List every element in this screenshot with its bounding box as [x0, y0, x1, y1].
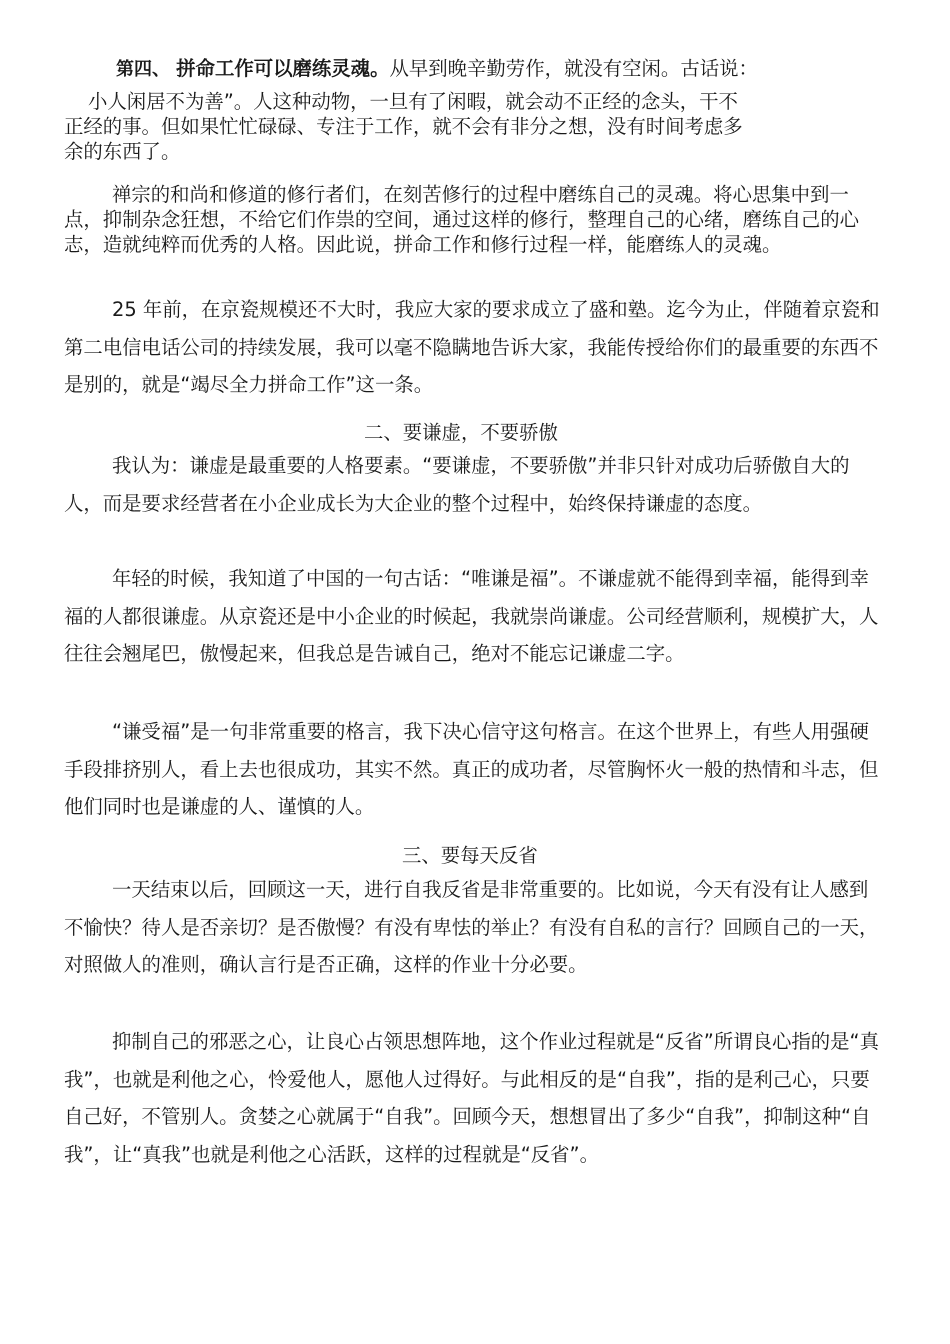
- section-label: 第四、: [116, 59, 170, 80]
- paragraph-1-line-1-text: 从早到晚辛勤劳作，就没有空闲。古话说：: [389, 57, 758, 80]
- paragraph-3: 25 年前，在京瓷规模还不大时，我应大家的要求成立了盛和塾。迄今为止，伴随着京瓷和第二电信电话公司的持续发展，我可以毫不隐瞒地告诉大家，我能传授给你们的最重要的东西不是别的，就是“竭尽全力拼命工作”这一条。: [64, 298, 880, 396]
- paragraph-1-line-1: [64, 56, 886, 82]
- paragraph-4: 我认为：谦虚是最重要的人格要素。“要谦虚，不要骄傲”并非只针对成功后骄傲自大的人，而是要求经营者在小企业成长为大企业的整个过程中，始终保持谦虚的态度。: [64, 454, 850, 515]
- section-heading-3: 三、要每天反省: [402, 844, 538, 867]
- paragraph-1-line-3: 正经的事。但如果忙忙碌碌、专注于工作，就不会有非分之想，没有时间考虑多: [64, 115, 743, 138]
- paragraph-1: [64, 56, 886, 164]
- paragraph-2: 禅宗的和尚和修道的修行者们，在刻苦修行的过程中磨练自己的灵魂。将心思集中到一点，抑制杂念狂想，不给它们作祟的空间，通过这样的修行，整理自己的心绪，磨练自己的心志，造就纯粹而优秀的人格。因此说，拼命工作和修行过程一样，能磨练人的灵魂。: [64, 183, 860, 256]
- section-heading-2: 二、要谦虚，不要骄傲: [364, 421, 558, 444]
- paragraph-8: 抑制自己的邪恶之心，让良心占领思想阵地，这个作业过程就是“反省”所谓良心指的是“真我”，也就是利他之心，怜爱他人，愿他人过得好。与此相反的是“自我”，指的是利己心，只要自己好，不管别人。贪婪之心就属于“自我”。回顾今天，想想冒出了多少“自我”，抑制这种“自我”，让“真我”也就是利他之心活跃，这样的过程就是“反省”。: [64, 1030, 879, 1166]
- paragraph-7: 一天结束以后，回顾这一天，进行自我反省是非常重要的。比如说，今天有没有让人感到不愉快？待人是否亲切？是否傲慢？有没有卑怯的举止？有没有自私的言行？回顾自己的一天，对照做人的准则，确认言行是否正确，这样的作业十分必要。: [64, 878, 879, 976]
- paragraph-1-line-4: 余的东西了。: [64, 140, 181, 163]
- paragraph-1-line-2: 小人闲居不为善”。人这种动物，一旦有了闲暇，就会动不正经的念头，干不: [88, 90, 738, 113]
- section-title: 拼命工作可以磨练灵魂。: [176, 57, 390, 80]
- paragraph-6: “谦受福”是一句非常重要的格言，我下决心信守这句格言。在这个世界上，有些人用强硬手段排挤别人，看上去也很成功，其实不然。真正的成功者，尽管胸怀火一般的热情和斗志，但他们同时也是谦虚的人、谨慎的人。: [64, 720, 879, 818]
- paragraph-5: 年轻的时候，我知道了中国的一句古话：“唯谦是福”。不谦虚就不能得到幸福，能得到幸福的人都很谦虚。从京瓷还是中小企业的时候起，我就崇尚谦虚。公司经营顺利，规模扩大，人往往会翘尾巴，傲慢起来，但我总是告诫自己，绝对不能忘记谦虚二字。: [64, 567, 879, 665]
